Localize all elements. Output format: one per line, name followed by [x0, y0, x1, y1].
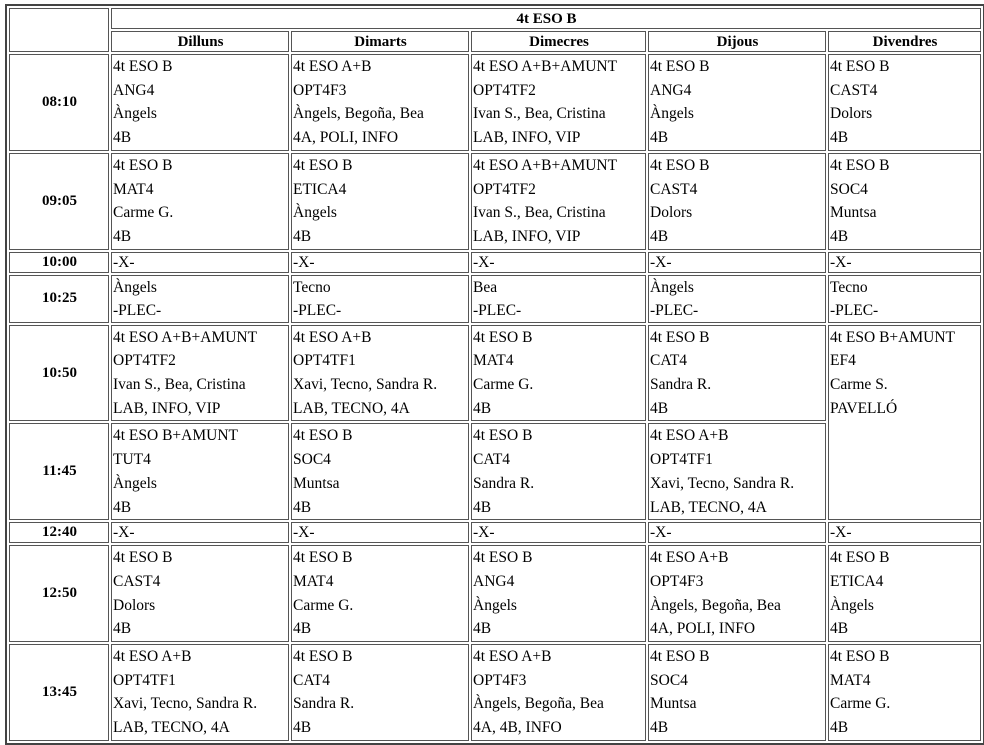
cell-line: 4t ESO B [830, 156, 890, 174]
cell-line: 4B [830, 227, 849, 245]
cell-line: 4B [473, 399, 492, 417]
cell-line: LAB, INFO, VIP [473, 227, 581, 245]
schedule-cell [648, 522, 826, 543]
schedule-cell [648, 545, 826, 642]
schedule-cell [648, 153, 826, 250]
cell-line: 4t ESO A+B+AMUNT [473, 58, 618, 75]
time-row [9, 545, 981, 642]
schedule-cell [111, 325, 289, 422]
cell-line: 4t ESO B [113, 549, 173, 567]
cell-line: ETICA4 [293, 180, 347, 198]
cell-line: EF4 [830, 352, 856, 370]
cell-line: Ivan S., Bea, Cristina [113, 376, 246, 394]
cell-line: 4t ESO B [830, 58, 890, 75]
cell-line: 4B [113, 498, 132, 516]
time-slot-label: 09:05 [9, 153, 109, 250]
cell-line: 4B [473, 620, 492, 638]
cell-line: Àngels [650, 105, 694, 123]
schedule-cell [648, 275, 826, 323]
cell-line: 4t ESO B [650, 648, 710, 666]
cell-line: Ivan S., Bea, Cristina [473, 204, 606, 222]
day-header-dimarts: Dimarts [291, 31, 469, 52]
cell-line: LAB, TECNO, 4A [293, 399, 410, 417]
cell-line: OPT4TF2 [473, 81, 536, 99]
cell-line: LAB, TECNO, 4A [113, 719, 230, 737]
cell-line: Àngels [113, 474, 157, 492]
time-row [9, 54, 981, 151]
cell-line: OPT4F3 [293, 81, 347, 99]
cell-line: Sandra R. [473, 474, 535, 492]
schedule-cell [828, 644, 981, 741]
cell-line: CAST4 [113, 572, 161, 590]
schedule-cell [291, 275, 469, 323]
cell-line: 4t ESO B [650, 328, 710, 346]
schedule-cell [471, 252, 646, 273]
cell-line: 4t ESO B [113, 58, 173, 75]
cell-line: Tecno [830, 278, 868, 296]
schedule-cell [828, 275, 981, 323]
cell-line: Dolors [650, 204, 693, 222]
cell-line: SOC4 [650, 671, 688, 689]
cell-line: -X- [650, 524, 672, 542]
schedule-cell [828, 325, 981, 521]
schedule-cell [291, 644, 469, 741]
cell-line: Sandra R. [293, 695, 355, 713]
cell-line: 4t ESO B [650, 156, 710, 174]
schedule-cell [111, 423, 289, 520]
cell-line: -X- [830, 524, 852, 542]
cell-line: ANG4 [113, 81, 155, 99]
time-slot-label: 08:10 [9, 54, 109, 151]
cell-line: 4B [113, 227, 132, 245]
schedule-cell [111, 54, 289, 151]
cell-line: CAT4 [473, 451, 511, 469]
cell-line: OPT4TF1 [113, 671, 176, 689]
schedule-cell [471, 423, 646, 520]
cell-line: 4t ESO A+B [293, 328, 372, 346]
cell-line: SOC4 [830, 180, 868, 198]
cell-line: 4t ESO B+AMUNT [113, 427, 238, 445]
schedule-cell [111, 545, 289, 642]
schedule-cell [828, 54, 981, 151]
cell-line: 4B [113, 620, 132, 638]
schedule-cell [471, 522, 646, 543]
cell-line: 4t ESO B [650, 58, 710, 75]
cell-line: Àngels [113, 278, 157, 296]
cell-line: OPT4TF2 [473, 180, 536, 198]
cell-line: 4t ESO B [473, 328, 533, 346]
cell-line: Ivan S., Bea, Cristina [473, 105, 606, 123]
time-slot-label: 12:40 [9, 522, 109, 543]
cell-line: Carme G. [473, 376, 534, 394]
cell-line: Xavi, Tecno, Sandra R. [113, 695, 258, 713]
cell-line: Tecno [293, 278, 331, 296]
title-row [9, 8, 981, 29]
cell-line: 4B [650, 227, 669, 245]
cell-line: Carme G. [293, 596, 354, 614]
cell-line: Xavi, Tecno, Sandra R. [293, 376, 438, 394]
cell-line: -X- [293, 253, 315, 271]
cell-line: Àngels, Begoña, Bea [650, 596, 781, 614]
schedule-cell [828, 252, 981, 273]
cell-line: Xavi, Tecno, Sandra R. [650, 474, 795, 492]
cell-line: LAB, TECNO, 4A [650, 498, 767, 516]
cell-line: MAT4 [113, 180, 154, 198]
cell-line: LAB, INFO, VIP [113, 399, 221, 417]
schedule-cell [471, 325, 646, 422]
schedule-cell [648, 252, 826, 273]
time-row [9, 522, 981, 543]
cell-line: Carme G. [113, 204, 174, 222]
cell-line: -PLEC- [473, 301, 522, 319]
cell-line: MAT4 [293, 572, 334, 590]
cell-line: OPT4TF1 [650, 451, 713, 469]
schedule-cell [471, 644, 646, 741]
schedule-cell [291, 54, 469, 151]
cell-line: 4B [830, 620, 849, 638]
schedule-cell [291, 522, 469, 543]
cell-line: CAST4 [830, 81, 878, 99]
cell-line: 4t ESO A+B [293, 58, 372, 75]
schedule-cell [648, 644, 826, 741]
time-slot-label: 11:45 [9, 423, 109, 520]
schedule-cell [291, 325, 469, 422]
cell-line: -PLEC- [830, 301, 879, 319]
cell-line: OPT4TF2 [113, 352, 176, 370]
cell-line: CAT4 [650, 352, 688, 370]
cell-line: 4B [650, 719, 669, 737]
cell-line: -X- [293, 524, 315, 542]
schedule-cell [648, 54, 826, 151]
time-slot-label: 13:45 [9, 644, 109, 741]
cell-line: LAB, INFO, VIP [473, 129, 581, 147]
cell-line: -X- [473, 253, 495, 271]
cell-line: Dolors [830, 105, 873, 123]
cell-line: Àngels [473, 596, 517, 614]
cell-line: 4A, POLI, INFO [650, 620, 756, 638]
time-slot-label: 10:50 [9, 325, 109, 422]
cell-line: Carme G. [830, 695, 891, 713]
cell-line: 4B [293, 498, 312, 516]
cell-line: 4t ESO B [293, 648, 353, 666]
cell-line: Àngels [113, 105, 157, 123]
cell-line: Muntsa [293, 474, 340, 492]
schedule-cell [471, 545, 646, 642]
cell-line: Carme S. [830, 376, 888, 394]
cell-line: 4t ESO B [113, 156, 173, 174]
cell-line: ANG4 [650, 81, 692, 99]
cell-line: -X- [830, 253, 852, 271]
cell-line: OPT4F3 [473, 671, 527, 689]
cell-line: -X- [650, 253, 672, 271]
cell-line: 4t ESO A+B [650, 549, 729, 567]
day-header-row [9, 31, 981, 52]
cell-line: 4t ESO B [830, 648, 890, 666]
schedule-cell [111, 153, 289, 250]
time-row [9, 153, 981, 250]
cell-line: 4B [113, 129, 132, 147]
schedule-cell [828, 522, 981, 543]
timetable [5, 4, 984, 745]
cell-line: Àngels, Begoña, Bea [473, 695, 604, 713]
time-row [9, 252, 981, 273]
day-header-dilluns: Dilluns [111, 31, 289, 52]
cell-line: -PLEC- [650, 301, 699, 319]
schedule-cell [291, 545, 469, 642]
cell-line: 4B [830, 719, 849, 737]
schedule-cell [471, 54, 646, 151]
cell-line: PAVELLÓ [830, 399, 898, 417]
cell-line: 4A, POLI, INFO [293, 129, 399, 147]
time-row [9, 325, 981, 422]
cell-line: 4t ESO B [293, 156, 353, 174]
time-slot-label: 10:00 [9, 252, 109, 273]
cell-line: 4B [293, 620, 312, 638]
cell-line: 4t ESO B+AMUNT [830, 328, 955, 346]
timetable-body [9, 8, 981, 741]
cell-line: ETICA4 [830, 572, 884, 590]
cell-line: Muntsa [830, 204, 877, 222]
day-header-dijous: Dijous [648, 31, 826, 52]
cell-line: 4B [650, 129, 669, 147]
time-row [9, 644, 981, 741]
schedule-cell [291, 153, 469, 250]
cell-line: 4t ESO B [830, 549, 890, 567]
schedule-cell [111, 522, 289, 543]
cell-line: 4B [293, 227, 312, 245]
time-slot-label: 10:25 [9, 275, 109, 323]
schedule-cell [828, 545, 981, 642]
cell-line: -PLEC- [293, 301, 342, 319]
cell-line: Bea [473, 278, 498, 296]
cell-line: Àngels [293, 204, 337, 222]
cell-line: 4A, 4B, INFO [473, 719, 562, 737]
cell-line: 4t ESO A+B [473, 648, 552, 666]
day-header-divendres: Divendres [828, 31, 981, 52]
day-header-dimecres: Dimecres [471, 31, 646, 52]
schedule-cell [648, 325, 826, 422]
cell-line: Àngels, Begoña, Bea [293, 105, 424, 123]
schedule-cell [471, 153, 646, 250]
corner-cell [9, 8, 109, 52]
time-slot-label: 12:50 [9, 545, 109, 642]
cell-line: Àngels [830, 596, 874, 614]
cell-line: Sandra R. [650, 376, 712, 394]
cell-line: 4t ESO A+B [113, 648, 192, 666]
schedule-cell [471, 275, 646, 323]
cell-line: -PLEC- [113, 301, 162, 319]
cell-line: 4B [830, 129, 849, 147]
cell-line: CAT4 [293, 671, 331, 689]
cell-line: 4t ESO B [293, 427, 353, 445]
schedule-cell [828, 153, 981, 250]
schedule-cell [648, 423, 826, 520]
schedule-cell [291, 423, 469, 520]
cell-line: -X- [473, 524, 495, 542]
cell-line: 4t ESO B [473, 549, 533, 567]
cell-line: -X- [113, 253, 135, 271]
schedule-cell [291, 252, 469, 273]
cell-line: 4t ESO B [293, 549, 353, 567]
cell-line: 4B [650, 399, 669, 417]
cell-line: CAST4 [650, 180, 698, 198]
cell-line: 4t ESO A+B [650, 427, 729, 445]
cell-line: SOC4 [293, 451, 331, 469]
cell-line: 4B [293, 719, 312, 737]
cell-line: 4t ESO A+B+AMUNT [473, 156, 618, 174]
schedule-cell [111, 275, 289, 323]
cell-line: MAT4 [830, 671, 871, 689]
cell-line: TUT4 [113, 451, 151, 469]
cell-line: ANG4 [473, 572, 515, 590]
cell-line: Muntsa [650, 695, 697, 713]
cell-line: 4t ESO A+B+AMUNT [113, 328, 258, 346]
cell-line: -X- [113, 524, 135, 542]
schedule-cell [111, 252, 289, 273]
cell-line: Àngels [650, 278, 694, 296]
cell-line: OPT4F3 [650, 572, 704, 590]
time-row [9, 275, 981, 323]
schedule-cell [111, 644, 289, 741]
cell-line: MAT4 [473, 352, 514, 370]
cell-line: 4B [473, 498, 492, 516]
cell-line: 4t ESO B [473, 427, 533, 445]
cell-line: Dolors [113, 596, 156, 614]
table-title: 4t ESO B [111, 8, 981, 29]
cell-line: OPT4TF1 [293, 352, 356, 370]
